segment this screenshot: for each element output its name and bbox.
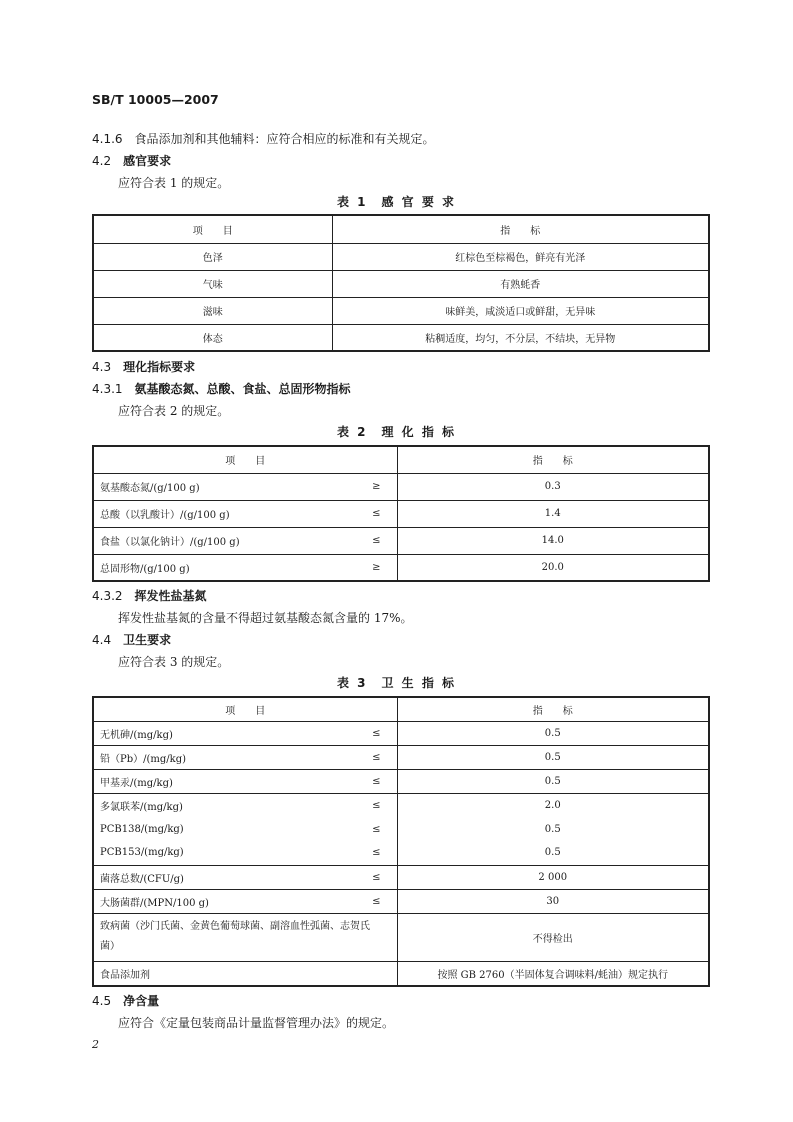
table-header-spec: 指 标 — [332, 215, 709, 243]
table-header-item: 项 目 — [93, 697, 397, 721]
table-cell-value: 0.5 — [397, 841, 709, 865]
table-cell-item: 滋味 — [93, 297, 332, 324]
table-cell-item: 菌落总数/(CFU/g) — [100, 873, 184, 885]
table-cell-operator: ≥ — [372, 561, 381, 573]
section-text: 食品添加剂和其他辅料：应符合相应的标准和有关规定。 — [134, 132, 435, 146]
table-cell-item: 大肠菌群/(MPN/100 g) — [100, 897, 209, 909]
table-header-spec: 指 标 — [397, 697, 709, 721]
section-4-2-heading — [92, 152, 171, 169]
table-header-row — [93, 446, 709, 473]
table-cell-value: 14.0 — [397, 527, 709, 554]
table-cell-operator: ≤ — [372, 799, 381, 811]
section-title: 氨基酸态氮、总酸、食盐、总固形物指标 — [134, 382, 351, 396]
table-cell-operator: ≤ — [372, 775, 381, 787]
table-cell-value: 0.5 — [397, 745, 709, 769]
table-cell-value: 2.0 — [397, 793, 709, 817]
table-cell-spec: 粘稠适度，均匀，不分层，不结块，无异物 — [332, 324, 709, 351]
table-cell-operator: ≤ — [372, 508, 381, 519]
section-number: 4.4 — [92, 633, 112, 647]
table-cell-value: 按照 GB 2760（半固体复合调味料/蚝油）规定执行 — [397, 961, 709, 986]
table-header-spec: 指 标 — [397, 446, 709, 473]
table-cell-value: 不得检出 — [397, 913, 709, 961]
table-cell-value: 2 000 — [397, 865, 709, 889]
table-cell-operator: ≤ — [372, 535, 381, 546]
table-cell-value: 0.3 — [397, 473, 709, 500]
section-number: 4.1.6 — [92, 132, 123, 146]
table-cell-item: 食盐（以氯化钠计）/(g/100 g) — [100, 537, 240, 548]
table-row — [93, 793, 709, 817]
table-cell-item: 氨基酸态氮/(g/100 g) — [100, 483, 200, 494]
table-row — [93, 961, 709, 986]
section-4-5-body: 应符合《定量包装商品计量监督管理办法》的规定。 — [118, 1016, 395, 1030]
section-4-1-6 — [92, 130, 435, 147]
table-cell-item: PCB138/(mg/kg) — [100, 823, 184, 835]
table-row — [93, 865, 709, 889]
table-row — [93, 270, 709, 297]
table-cell-item: 总固形物/(g/100 g) — [100, 563, 190, 575]
section-title: 净含量 — [123, 994, 160, 1008]
table-cell-item: 体态 — [93, 324, 332, 351]
table-row — [93, 841, 709, 865]
table-cell-item: 多氯联苯/(mg/kg) — [100, 801, 183, 813]
table-header-item: 项 目 — [93, 446, 397, 473]
table-2 — [92, 445, 710, 582]
standard-code: SB/T 10005—2007 — [92, 92, 219, 107]
table-row — [93, 554, 709, 581]
section-number: 4.3.2 — [92, 589, 123, 603]
table-cell-item: 食品添加剂 — [93, 961, 397, 986]
section-title: 卫生要求 — [123, 633, 172, 647]
table-cell-value: 0.5 — [397, 721, 709, 745]
section-4-3-1-heading — [92, 380, 351, 397]
table-cell-item: 总酸（以乳酸计）/(g/100 g) — [100, 510, 230, 521]
table-3-caption: 表 3 卫 生 指 标 — [336, 676, 457, 690]
page-number: 2 — [92, 1038, 99, 1051]
table-2-caption: 表 2 理 化 指 标 — [336, 425, 457, 439]
table-row — [93, 297, 709, 324]
section-4-5-heading — [92, 992, 159, 1009]
table-row — [93, 745, 709, 769]
table-cell-value: 0.5 — [397, 817, 709, 841]
section-4-4-heading — [92, 631, 171, 648]
section-number: 4.2 — [92, 154, 112, 168]
table-cell-item: PCB153/(mg/kg) — [100, 847, 184, 859]
table-cell-spec: 红棕色至棕褐色，鲜亮有光泽 — [332, 243, 709, 270]
table-cell-item: 无机砷/(mg/kg) — [100, 729, 173, 741]
table-cell-operator: ≤ — [372, 823, 381, 835]
table-cell-value: 1.4 — [397, 500, 709, 527]
table-cell-spec: 有熟蚝香 — [332, 270, 709, 297]
table-cell-operator: ≥ — [372, 481, 381, 492]
table-cell-value: 0.5 — [397, 769, 709, 793]
section-4-4-body: 应符合表 3 的规定。 — [118, 655, 230, 669]
table-row — [93, 243, 709, 270]
table-cell-item: 铅（Pb）/(mg/kg) — [100, 753, 187, 765]
section-number: 4.5 — [92, 994, 112, 1008]
table-cell-value: 30 — [397, 889, 709, 913]
table-cell-operator: ≤ — [372, 847, 381, 859]
table-row — [93, 473, 709, 500]
table-row — [93, 500, 709, 527]
table-row — [93, 769, 709, 793]
section-4-3-2-body: 挥发性盐基氮的含量不得超过氨基酸态氮含量的 17%。 — [118, 611, 413, 625]
section-4-3-1-body: 应符合表 2 的规定。 — [118, 404, 230, 418]
table-3 — [92, 696, 710, 987]
table-row — [93, 527, 709, 554]
section-number: 4.3.1 — [92, 382, 123, 396]
table-row — [93, 324, 709, 351]
table-row — [93, 721, 709, 745]
table-row — [93, 817, 709, 841]
section-4-3-heading — [92, 358, 195, 375]
table-cell-item: 色泽 — [93, 243, 332, 270]
table-1 — [92, 214, 710, 352]
table-cell-item: 甲基汞/(mg/kg) — [100, 777, 173, 789]
table-cell-operator: ≤ — [372, 727, 381, 739]
section-4-3-2-heading — [92, 587, 207, 604]
table-header-row — [93, 697, 709, 721]
table-cell-item: 气味 — [93, 270, 332, 297]
table-header-item: 项 目 — [93, 215, 332, 243]
table-cell-operator: ≤ — [372, 871, 381, 883]
section-4-2-body: 应符合表 1 的规定。 — [118, 176, 230, 190]
table-cell-value: 20.0 — [397, 554, 709, 581]
section-title: 理化指标要求 — [123, 360, 196, 374]
table-cell-operator: ≤ — [372, 751, 381, 763]
table-row — [93, 913, 709, 961]
table-header-row — [93, 215, 709, 243]
table-1-caption: 表 1 感 官 要 求 — [336, 195, 457, 209]
section-title: 感官要求 — [123, 154, 172, 168]
table-row — [93, 889, 709, 913]
section-title: 挥发性盐基氮 — [134, 589, 207, 603]
table-cell-item: 致病菌（沙门氏菌、金黄色葡萄球菌、副溶血性弧菌、志贺氏菌） — [93, 913, 397, 961]
table-cell-operator: ≤ — [372, 895, 381, 907]
table-cell-spec: 味鲜美，咸淡适口或鲜甜，无异味 — [332, 297, 709, 324]
section-number: 4.3 — [92, 360, 112, 374]
